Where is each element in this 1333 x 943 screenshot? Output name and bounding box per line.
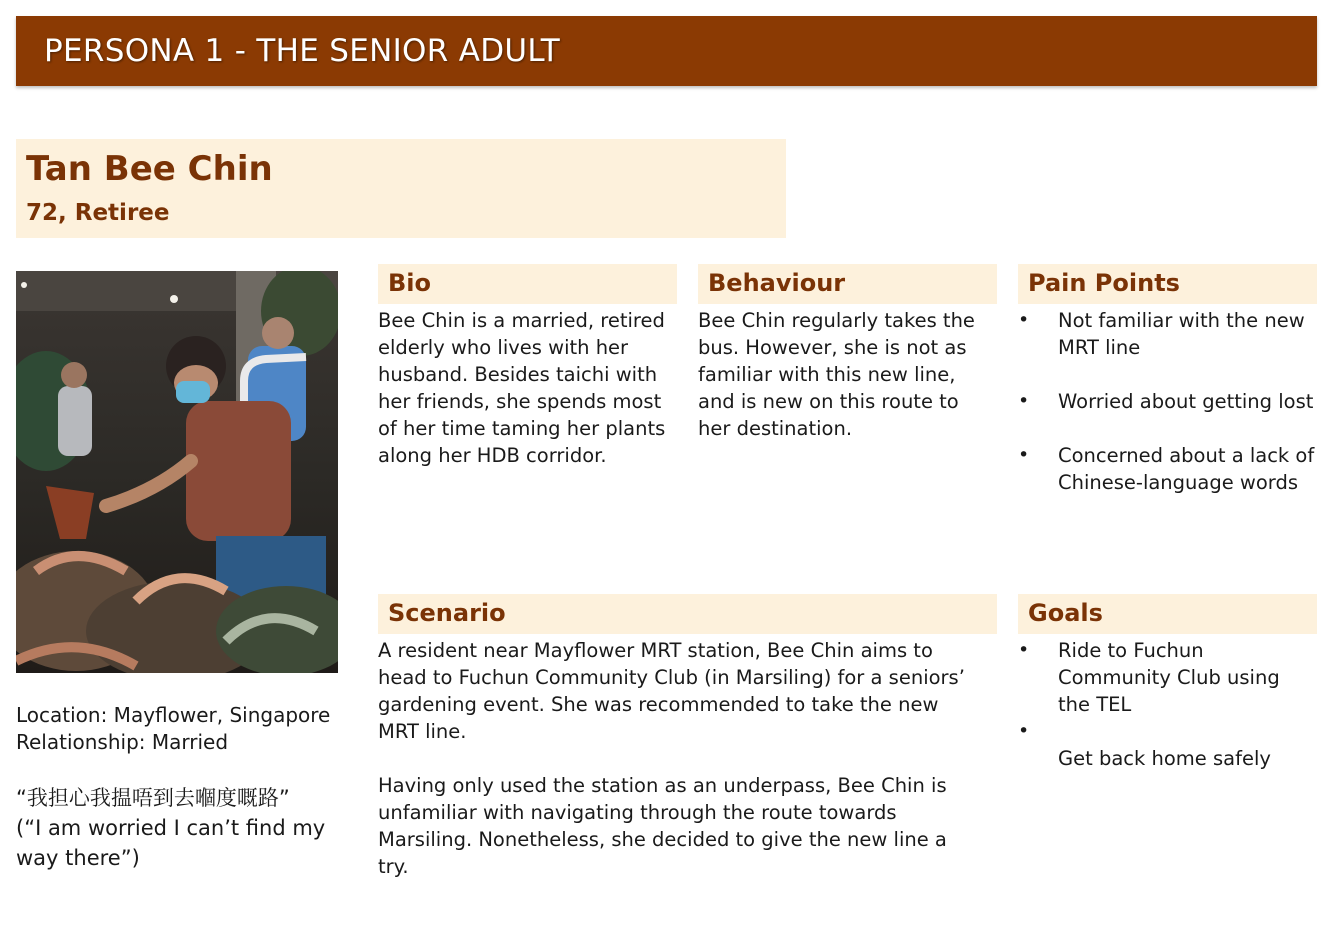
persona-name-card: [16, 139, 786, 238]
persona-location: Location: Mayflower, Singapore: [16, 703, 331, 727]
goals-heading: Goals: [1028, 599, 1103, 627]
list-item: • Not familiar with the new MRT line: [1018, 307, 1317, 361]
bio-heading-bar: [378, 264, 677, 304]
pain-points-heading-bar: [1018, 264, 1317, 304]
list-item-bullet: [1018, 718, 1308, 745]
goal-text: Get back home safely: [1058, 747, 1271, 770]
behaviour-text: Bee Chin regularly takes the bus. However, she is not as familiar with this new line, and is new on this route to her destination.: [698, 309, 975, 440]
quote-english: (“I am worried I can’t find my way there”): [16, 816, 326, 870]
bio-text: Bee Chin is a married, retired elderly who lives with her husband. Besides taichi with her friends, she spends most of her time taming her plants along her HDB corridor.: [378, 309, 666, 467]
persona-relationship: Relationship: Married: [16, 730, 229, 754]
pain-points-list: [1018, 307, 1317, 496]
goals-heading-bar: [1018, 594, 1317, 634]
persona-meta: [16, 702, 346, 756]
quote-chinese: “我担心我揾唔到去嗰度嘅路”: [16, 786, 290, 810]
scenario-heading: Scenario: [388, 599, 506, 627]
persona-photo: [16, 271, 338, 673]
pain-points-heading: Pain Points: [1028, 269, 1180, 297]
list-item: • Ride to Fuchun Community Club using the TEL: [1018, 637, 1308, 718]
list-item: • Worried about getting lost: [1018, 388, 1317, 415]
scenario-paragraph: Having only used the station as an underpass, Bee Chin is unfamiliar with navigating through the route towards Marsiling. Nonetheless, she decided to give the new line a try.: [378, 774, 947, 878]
list-item: • Concerned about a lack of Chinese-language words: [1018, 442, 1317, 496]
bio-heading: Bio: [388, 269, 432, 297]
scenario-paragraph: A resident near Mayflower MRT station, Bee Chin aims to head to Fuchun Community Club (in Marsiling) for a seniors’ gardening event. She was recommended to take the new MRT line.: [378, 639, 965, 743]
page-banner: [16, 16, 1317, 86]
persona-name: Tan Bee Chin: [26, 149, 273, 189]
persona-age-role: 72, Retiree: [26, 200, 170, 226]
persona-quote: [16, 783, 346, 873]
page-title: PERSONA 1 - THE SENIOR ADULT: [44, 33, 560, 69]
scenario-heading-bar: [378, 594, 997, 634]
behaviour-heading-bar: [698, 264, 997, 304]
goals-list: [1018, 637, 1308, 745]
behaviour-heading: Behaviour: [708, 269, 846, 297]
scenario-text: [378, 637, 978, 907]
